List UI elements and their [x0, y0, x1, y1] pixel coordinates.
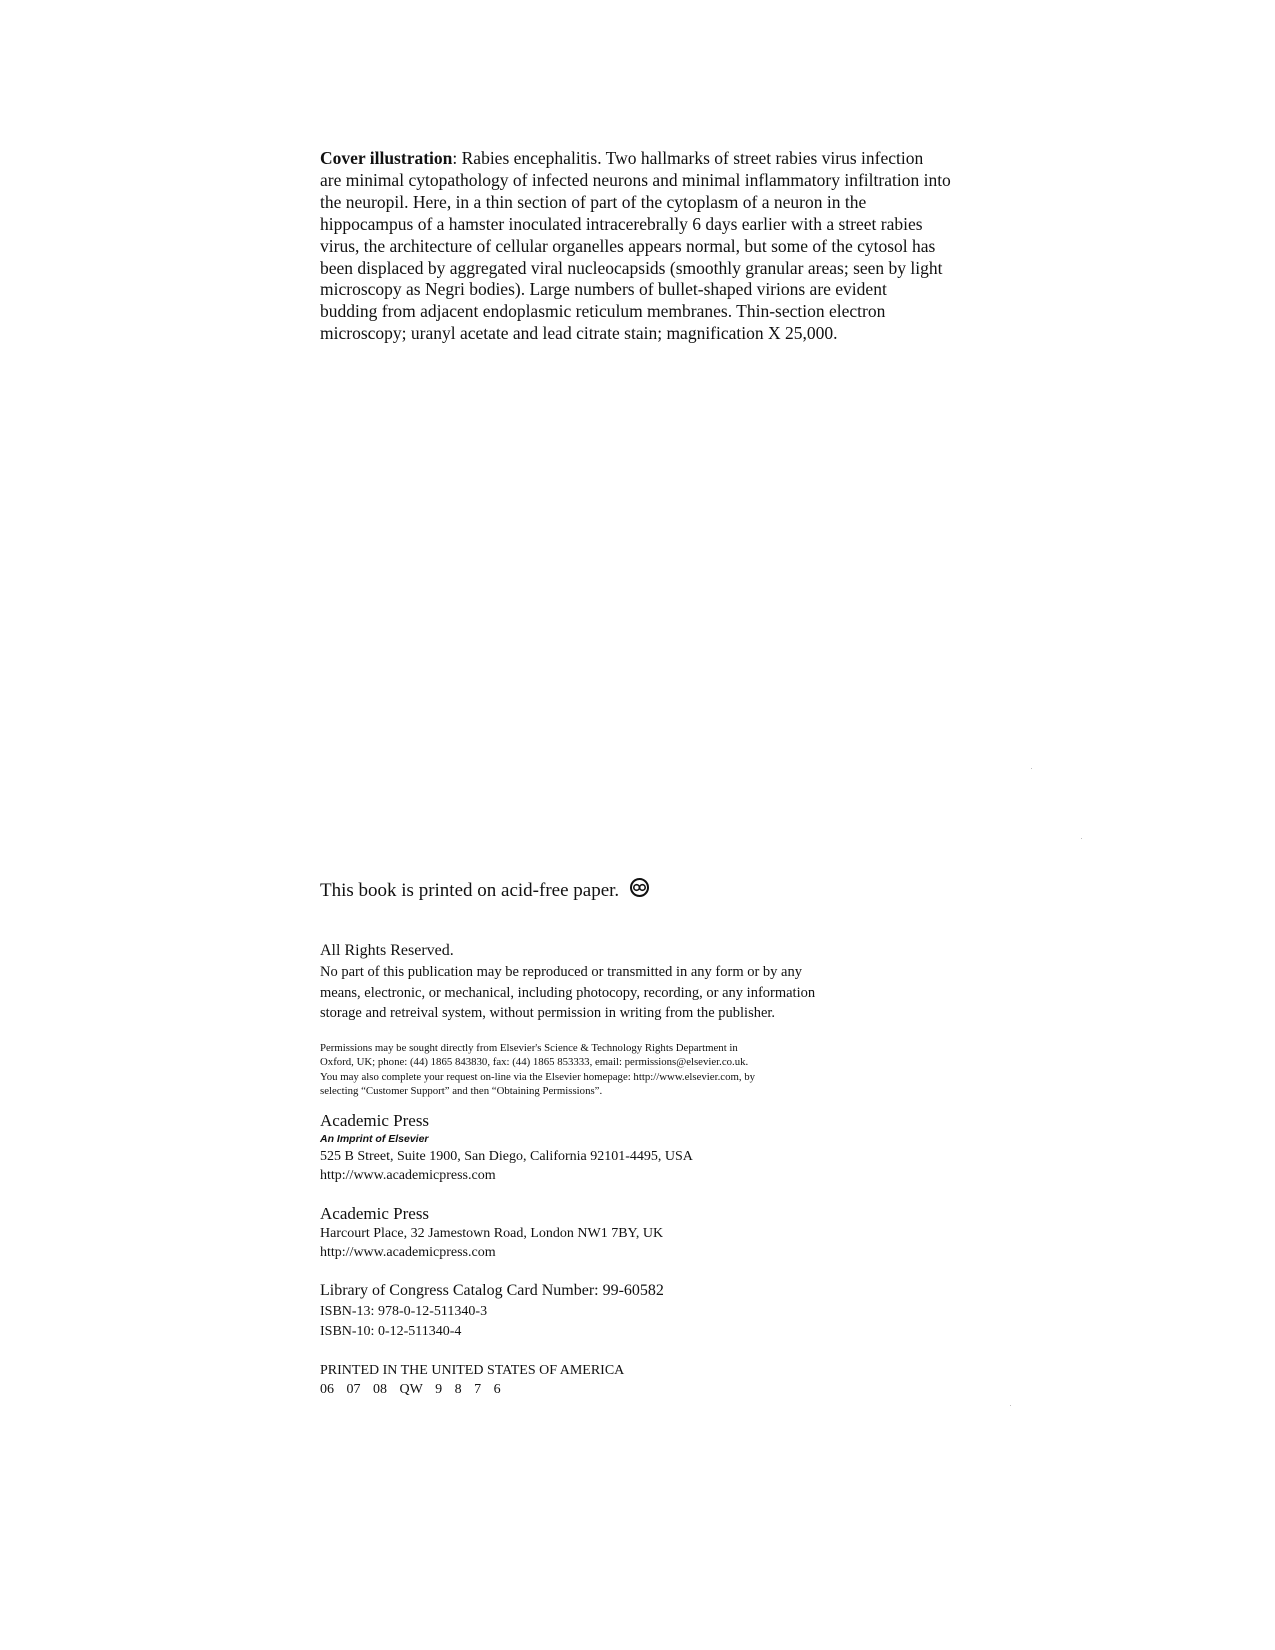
publisher-us-url: http://www.academicpress.com — [320, 1168, 496, 1183]
acid-free-text: This book is printed on acid-free paper. — [320, 880, 620, 901]
acid-free-notice — [320, 878, 649, 903]
rights-reserved-section — [320, 940, 920, 1024]
lccn-number: Library of Congress Catalog Card Number: 99-60582 — [320, 1282, 664, 1299]
printing-info — [320, 1361, 880, 1400]
scan-speck — [1081, 838, 1082, 839]
cover-caption-line-3: the neuropil. Here, in a thin section of part of the cytoplasm of a neuron in the — [320, 191, 867, 212]
scan-speck — [1010, 1405, 1011, 1406]
permissions-notice — [320, 1041, 880, 1099]
rights-line-2: means, electronic, or mechanical, including photocopy, recording, or any information — [320, 984, 816, 1001]
publisher-uk-block — [320, 1203, 880, 1262]
cover-caption-line-4: hippocampus of a hamster inoculated intracerebrally 6 days earlier with a street rabies — [320, 213, 923, 234]
permissions-line-1: Permissions may be sought directly from Elsevier's Science & Technology Rights Department in — [320, 1042, 738, 1054]
infinity-in-circle-icon — [630, 878, 649, 897]
scan-speck — [1031, 768, 1032, 769]
print-line-numbers: 06 07 08 QW 9 8 7 6 — [320, 1382, 501, 1397]
rights-line-1: No part of this publication may be reproduced or transmitted in any form or by any — [320, 964, 802, 980]
cover-caption-line-1: Cover illustration: Rabies encephalitis. Two hallmarks of street rabies virus infection — [320, 148, 924, 168]
cover-caption-line-5: virus, the architecture of cellular organelles appears normal, but some of the cytosol has — [320, 235, 936, 256]
isbn-10: ISBN-10: 0-12-511340-4 — [320, 1324, 462, 1339]
cover-caption-line-6: been displaced by aggregated viral nucleocapsids (smoothly granular areas; seen by light — [320, 257, 943, 278]
cover-illustration-caption — [320, 148, 1010, 345]
isbn-13: ISBN-13: 978-0-12-511340-3 — [320, 1304, 488, 1319]
cover-caption-line-7: microscopy as Negri bodies). Large numbers of bullet-shaped virions are evident — [320, 279, 887, 300]
publisher-uk-address: Harcourt Place, 32 Jamestown Road, London NW1 7BY, UK — [320, 1226, 664, 1241]
printed-country: PRINTED IN THE UNITED STATES OF AMERICA — [320, 1363, 625, 1378]
permissions-line-3: You may also complete your request on-line via the Elsevier homepage: http://www.elsevier.com, by — [320, 1070, 756, 1083]
publisher-uk-url: http://www.academicpress.com — [320, 1245, 496, 1260]
cover-caption-line-2: are minimal cytopathology of infected neurons and minimal inflammatory infiltration into — [320, 169, 951, 190]
rights-line-3: storage and retreival system, without permission in writing from the publisher. — [320, 1005, 776, 1021]
publisher-uk-name: Academic Press — [320, 1204, 430, 1223]
publisher-us-block — [320, 1110, 880, 1185]
publisher-imprint: An Imprint of Elsevier — [320, 1133, 429, 1145]
rights-heading: All Rights Reserved. — [320, 942, 454, 959]
cover-caption-line-9: microscopy; uranyl acetate and lead citrate stain; magnification X 25,000. — [320, 323, 838, 344]
cover-illustration-label: Cover illustration — [320, 148, 453, 168]
publisher-us-name: Academic Press — [320, 1111, 430, 1130]
catalog-info — [320, 1280, 880, 1342]
permissions-line-2: Oxford, UK; phone: (44) 1865 843830, fax: (44) 1865 853333, email: permissions@elsevier.co.uk. — [320, 1056, 749, 1069]
publisher-us-address: 525 B Street, Suite 1900, San Diego, California 92101-4495, USA — [320, 1149, 693, 1164]
permissions-line-4: selecting “Customer Support” and then “Obtaining Permissions”. — [320, 1085, 603, 1098]
cover-caption-line-8: budding from adjacent endoplasmic reticulum membranes. Thin-section electron — [320, 301, 886, 322]
